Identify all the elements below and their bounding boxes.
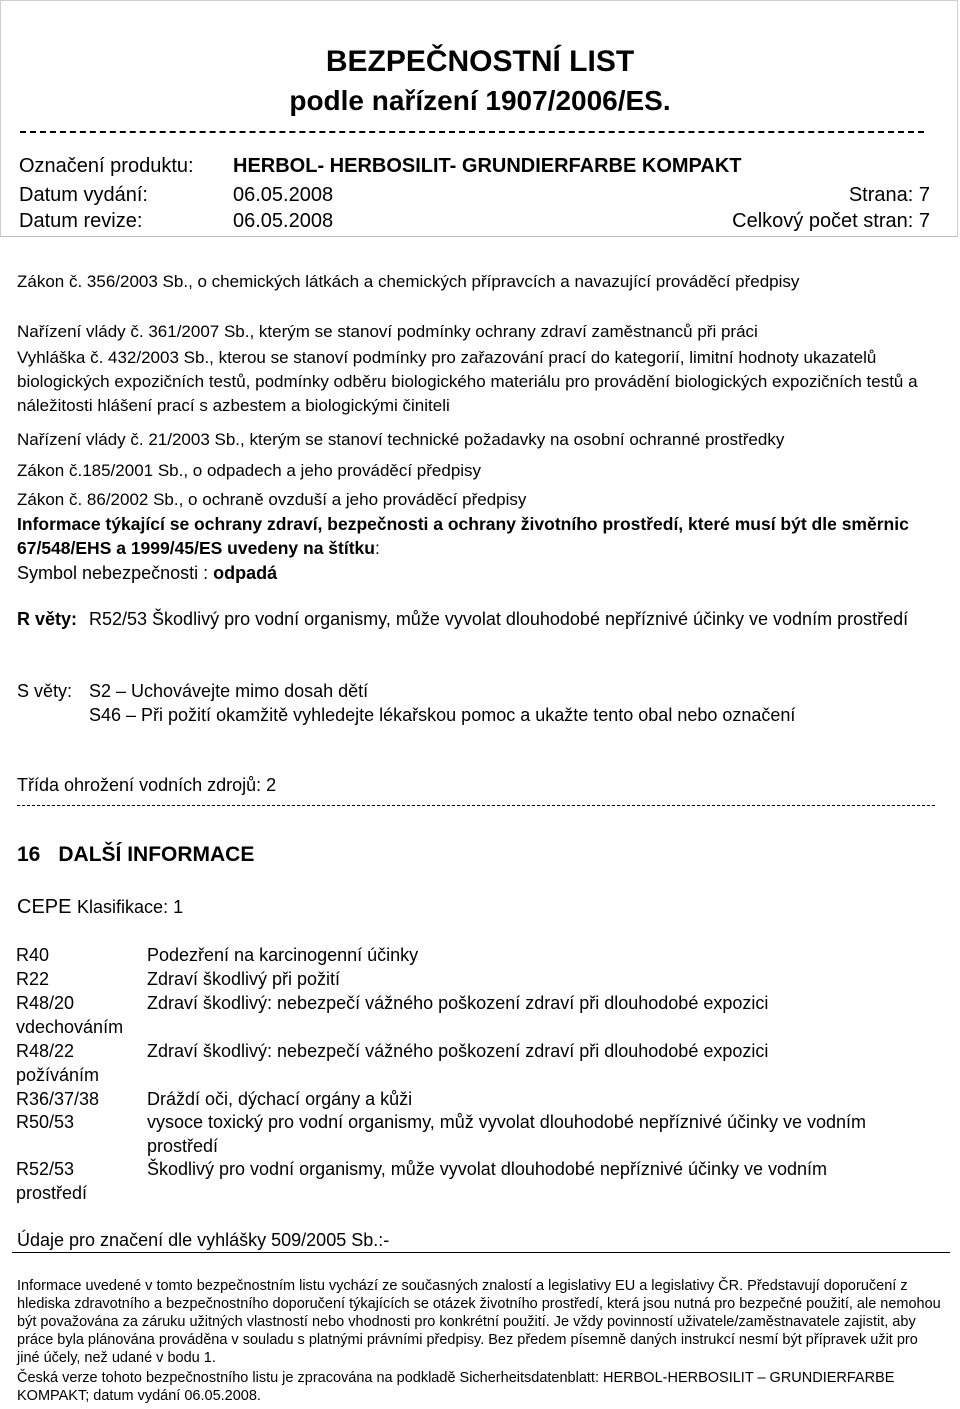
- r-description: Zdraví škodlivý: nebezpečí vážného poškození zdraví při dlouhodobé expozici: [147, 993, 769, 1013]
- product-label: Označení produktu:: [19, 155, 194, 177]
- total-pages: Celkový počet stran: 7: [732, 210, 930, 232]
- regulation-4-text: , kterým se stanoví technické požadavky na osobní ochranné prostředky: [240, 430, 785, 449]
- r-description: Zdraví škodlivý při požití: [147, 969, 341, 989]
- regulation-1: [17, 270, 917, 294]
- section-16-title: DALŠÍ INFORMACE: [58, 843, 255, 866]
- r-code-continuation: požíváním: [16, 1065, 100, 1085]
- regulation-2-ref: Nařízení vlády č. 361/2007 Sb.: [17, 322, 250, 341]
- s-phrases-label: S věty:: [17, 681, 73, 701]
- regulation-5: [17, 459, 481, 483]
- regulation-2-text: , kterým se stanoví podmínky ochrany zdraví zaměstnanců při práci: [249, 322, 758, 341]
- r-code-continuation: vdechováním: [16, 1017, 124, 1037]
- hazard-symbol-value: odpadá: [213, 563, 278, 583]
- product-name: HERBOL- HERBOSILIT- GRUNDIERFARBE KOMPAKT: [233, 155, 742, 177]
- r-description: Škodlivý pro vodní organismy, může vyvolat dlouhodobé nepříznivé účinky ve vodním: [147, 1159, 828, 1179]
- r-description: vysoce toxický pro vodní organismy, můž vyvolat dlouhodobé nepříznivé účinky ve vodním prostředí: [147, 1112, 867, 1156]
- r-phrases-label: R věty:: [17, 609, 78, 629]
- regulation-6: [17, 488, 526, 512]
- document-title: BEZPEČNOSTNÍ LIST: [325, 45, 635, 78]
- r-code: R50/53: [16, 1112, 75, 1132]
- header-separator: [20, 131, 924, 133]
- regulation-6-text: , o ochraně ovzduší a jeho prováděcí předpisy: [178, 490, 527, 509]
- r-code: R48/20: [16, 993, 75, 1013]
- regulation-4-ref: Nařízení vlády č. 21/2003 Sb.: [17, 430, 241, 449]
- regulation-3-ref: Vyhláška č. 432/2003 Sb.: [17, 348, 210, 367]
- r-code: R52/53: [16, 1159, 75, 1179]
- cepe-prefix: CEPE: [17, 896, 78, 918]
- regulation-5-text: , o odpadech a jeho prováděcí předpisy: [183, 461, 482, 480]
- r-code: R22: [16, 969, 50, 989]
- regulation-1-text: , o chemických látkách a chemických přípravcích a navazující prováděcí předpisy: [188, 272, 800, 291]
- regulation-6-ref: Zákon č. 86/2002 Sb.: [17, 490, 179, 509]
- r-code: R36/37/38: [16, 1089, 100, 1109]
- r-code: R40: [16, 945, 50, 965]
- cepe-classification: [17, 896, 183, 919]
- labeling-info-heading: [17, 512, 947, 560]
- footer-translation-note: Česká verze tohoto bezpečnostního listu je zpracována na podkladě Sicherheitsdatenblatt: HERBOL-HERBOSILIT – GRUNDIERFARBE KOMPAKT; datum vydání 06.05.2008.: [17, 1370, 895, 1404]
- section-16-heading: [17, 843, 254, 867]
- regulation-2: [17, 320, 758, 344]
- footer-disclaimer: Informace uvedené v tomto bezpečnostním listu vychází ze současných znalostí a legislativy EU a legislativy ČR. Představují doporučení z hlediska zdravotního a bezpečnostního doporučení týkajících se otázek životního prostředí, která jsou nutná pro bezpečné použití, ale nemohou být považována za záruku užitných vlastností nebo vhodnosti pro konkrétní použití. Je vždy povinností uživatele/zaměstnavatele zajistit, aby práce byla plánována prováděna v souladu s platnými právními předpisy. Bez předem písemně daných instrukcí nesmí být přípravek užit pro jiné účely, než udané v bodu 1.: [17, 1278, 941, 1366]
- regulation-1-ref: Zákon č. 356/2003 Sb.: [17, 272, 189, 291]
- hazard-symbol-label: Symbol nebezpečnosti :: [17, 563, 214, 583]
- r-description: Dráždí oči, dýchací orgány a kůži: [147, 1089, 413, 1109]
- revision-date-label: Datum revize:: [19, 210, 143, 232]
- s-phrase-1: S2 – Uchovávejte mimo dosah dětí: [89, 681, 369, 701]
- cepe-text: Klasifikace: 1: [77, 897, 184, 917]
- r-description: Zdraví škodlivý: nebezpečí vážného poškození zdraví při dlouhodobé expozici: [147, 1041, 769, 1061]
- hazard-symbol-line: [17, 561, 277, 585]
- labeling-info-colon: :: [374, 538, 380, 558]
- labeling-info-text: Informace týkající se ochrany zdraví, bezpečnosti a ochrany životního prostředí, které musí být dle směrnic 67/548/EHS a 1999/45/ES uvedeny na štítku: [17, 514, 909, 558]
- section-separator: [17, 805, 935, 806]
- regulation-3-text: , kterou se stanoví podmínky pro zařazování prací do kategorií, limitní hodnoty ukazatelů biologických expozičních testů, podmínky odběru biologického materiálu pro provádění biologických expozičních testů a náležitosti hlášení prací s azbestem a biologickými činiteli: [17, 348, 918, 415]
- section-16-number: 16: [17, 843, 41, 866]
- regulation-5-ref: Zákon č.185/2001 Sb.: [17, 461, 184, 480]
- revision-date: 06.05.2008: [233, 210, 334, 232]
- regulation-4: [17, 428, 784, 452]
- r-code: R48/22: [16, 1041, 75, 1061]
- regulation-3: [17, 346, 937, 418]
- decree-509-line: Údaje pro značení dle vyhlášky 509/2005 Sb.:-: [17, 1230, 390, 1250]
- r-description: Podezření na karcinogenní účinky: [147, 945, 419, 965]
- r-code-continuation: prostředí: [16, 1183, 88, 1203]
- page-number: Strana: 7: [848, 184, 930, 206]
- issue-date-label: Datum vydání:: [19, 184, 148, 206]
- s-phrase-2: S46 – Při požití okamžitě vyhledejte lékařskou pomoc a ukažte tento obal nebo označení: [89, 705, 796, 725]
- r-phrases-text: R52/53 Škodlivý pro vodní organismy, může vyvolat dlouhodobé nepříznivé účinky ve vodním prostředí: [89, 609, 909, 629]
- water-hazard-class: Třída ohrožení vodních zdrojů: 2: [17, 775, 277, 795]
- issue-date: 06.05.2008: [233, 184, 334, 206]
- document-subtitle: podle nařízení 1907/2006/ES.: [289, 85, 671, 116]
- footer-rule: [12, 1252, 950, 1253]
